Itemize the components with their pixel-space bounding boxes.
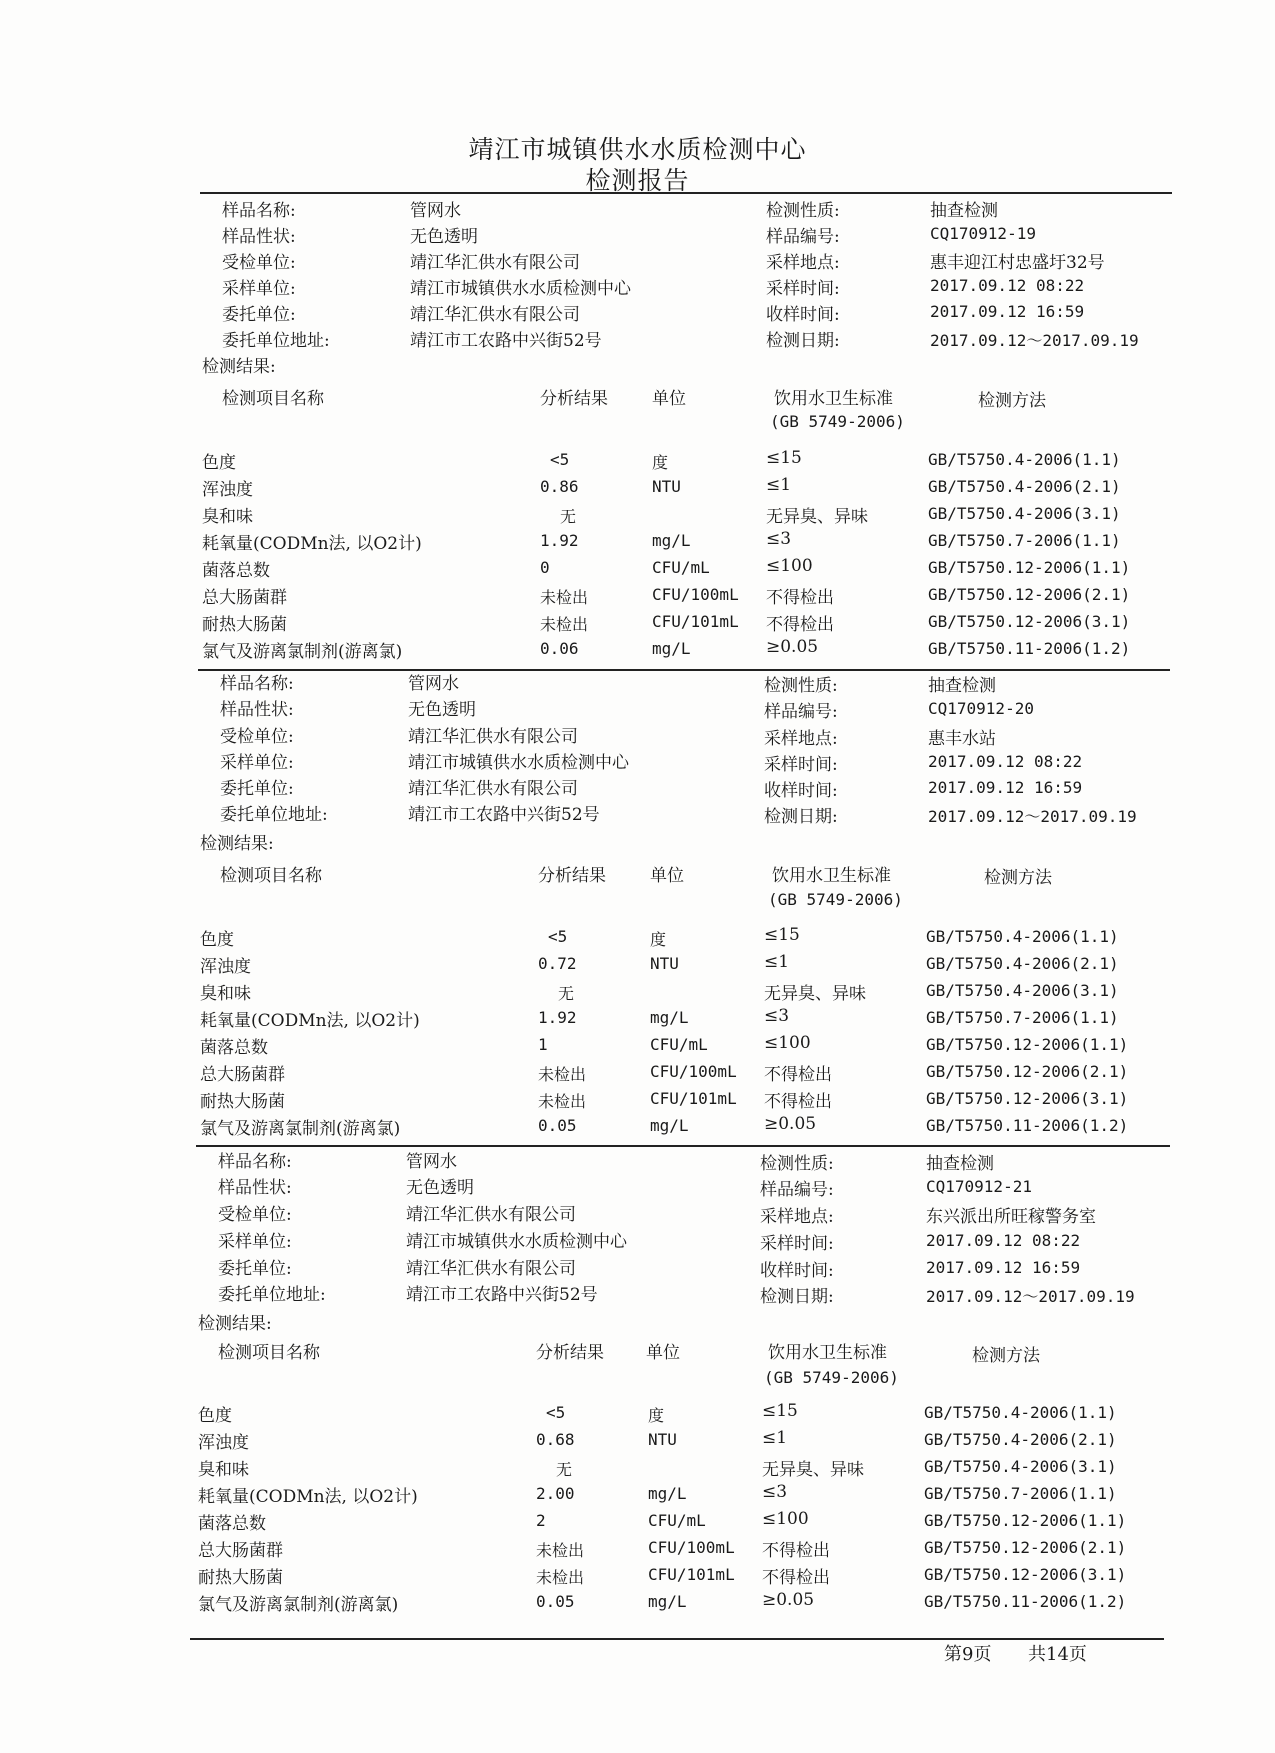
cell-unit: 度 xyxy=(650,930,667,949)
cell-standard: 无异臭、异味 xyxy=(762,1460,864,1480)
cell-result: 0 xyxy=(540,558,550,577)
col-result: 分析结果 xyxy=(538,866,606,886)
label-sample-name: 样品名称: xyxy=(220,674,294,694)
cell-unit: mg/L xyxy=(652,531,691,550)
label-test-date: 检测日期: xyxy=(766,331,840,351)
cell-unit: CFU/101mL xyxy=(648,1565,735,1584)
cell-item: 氯气及游离氯制剂(游离氯) xyxy=(200,1119,401,1139)
sample-no: CQ170912-21 xyxy=(926,1177,1032,1196)
cell-result: 0.72 xyxy=(538,954,577,973)
cell-standard: 不得检出 xyxy=(766,615,834,635)
cell-item: 耗氧量(CODMn法, 以O2计) xyxy=(198,1487,418,1507)
cell-method: GB/T5750.12-2006(2.1) xyxy=(928,585,1131,604)
label-inspected-unit: 受检单位: xyxy=(218,1205,292,1225)
cell-result: <5 xyxy=(550,450,570,469)
cell-standard: ≤15 xyxy=(762,1401,798,1421)
cell-method: GB/T5750.12-2006(3.1) xyxy=(924,1565,1127,1584)
cell-standard: ≥0.05 xyxy=(764,1114,817,1134)
sample-section xyxy=(196,1145,1176,1615)
label-receiving-time: 收样时间: xyxy=(764,781,838,801)
col-standard: 饮用水卫生标准 xyxy=(772,866,891,886)
cell-result: 0.86 xyxy=(540,477,579,496)
client-unit: 靖江华汇供水有限公司 xyxy=(408,779,578,799)
cell-method: GB/T5750.12-2006(2.1) xyxy=(926,1062,1129,1081)
cell-result: 未检出 xyxy=(540,588,589,607)
cell-unit: 度 xyxy=(648,1406,665,1425)
cell-method: GB/T5750.12-2006(1.1) xyxy=(928,558,1131,577)
label-receiving-time: 收样时间: xyxy=(766,305,840,325)
label-sampling-time: 采样时间: xyxy=(764,755,838,775)
cell-result: 0.06 xyxy=(540,639,579,658)
sampling-time: 2017.09.12 08:22 xyxy=(928,752,1083,771)
cell-unit: NTU xyxy=(648,1430,677,1449)
label-sample-no: 样品编号: xyxy=(766,227,840,247)
label-inspected-unit: 受检单位: xyxy=(220,727,294,747)
cell-standard: ≤1 xyxy=(764,952,790,972)
sampling-site: 惠丰迎江村忠盛圩32号 xyxy=(930,253,1105,273)
label-client-address: 委托单位地址: xyxy=(220,805,328,825)
cell-result: 0.05 xyxy=(538,1116,577,1135)
cell-result: 未检出 xyxy=(540,615,589,634)
label-sample-state: 样品性状: xyxy=(220,700,294,720)
cell-item: 臭和味 xyxy=(200,984,251,1004)
cell-unit: 度 xyxy=(652,453,669,472)
cell-item: 耐热大肠菌 xyxy=(198,1568,283,1588)
sampling-unit: 靖江市城镇供水水质检测中心 xyxy=(408,753,629,773)
report-subtitle: 检测报告 xyxy=(585,166,690,195)
label-sample-name: 样品名称: xyxy=(218,1152,292,1172)
label-sample-state: 样品性状: xyxy=(222,227,296,247)
sampling-unit: 靖江市城镇供水水质检测中心 xyxy=(410,279,631,299)
col-standard-code: (GB 5749-2006) xyxy=(764,1368,899,1387)
cell-standard: ≤3 xyxy=(766,529,792,549)
cell-unit: CFU/100mL xyxy=(648,1538,735,1557)
cell-item: 浑浊度 xyxy=(202,480,253,500)
cell-unit: NTU xyxy=(650,954,679,973)
page-total: 共14页 xyxy=(1028,1644,1087,1665)
inspection-type: 抽查检测 xyxy=(926,1154,994,1174)
sample-section xyxy=(200,192,1180,662)
label-client-address: 委托单位地址: xyxy=(222,331,330,351)
cell-item: 耗氧量(CODMn法, 以O2计) xyxy=(200,1011,420,1031)
sampling-time: 2017.09.12 08:22 xyxy=(926,1231,1081,1250)
receiving-time: 2017.09.12 16:59 xyxy=(930,302,1085,321)
cell-item: 总大肠菌群 xyxy=(198,1541,283,1561)
cell-item: 菌落总数 xyxy=(202,561,270,581)
cell-unit: CFU/100mL xyxy=(650,1062,737,1081)
cell-standard: ≤100 xyxy=(762,1509,809,1529)
inspected-unit: 靖江华汇供水有限公司 xyxy=(408,727,578,747)
cell-result: 1.92 xyxy=(540,531,579,550)
cell-unit: CFU/101mL xyxy=(652,612,739,631)
label-sampling-unit: 采样单位: xyxy=(220,753,294,773)
cell-method: GB/T5750.7-2006(1.1) xyxy=(926,1008,1119,1027)
label-sampling-site: 采样地点: xyxy=(764,729,838,749)
label-sample-state: 样品性状: xyxy=(218,1178,292,1198)
cell-standard: ≤15 xyxy=(764,925,800,945)
cell-method: GB/T5750.11-2006(1.2) xyxy=(928,639,1131,658)
cell-unit: mg/L xyxy=(650,1008,689,1027)
col-item: 检测项目名称 xyxy=(220,866,322,886)
client-address: 靖江市工农路中兴街52号 xyxy=(410,331,602,351)
sample-state: 无色透明 xyxy=(408,700,476,720)
cell-item: 总大肠菌群 xyxy=(202,588,287,608)
label-test-date: 检测日期: xyxy=(764,807,838,827)
cell-method: GB/T5750.12-2006(3.1) xyxy=(928,612,1131,631)
sample-section xyxy=(198,669,1178,1139)
cell-standard: 不得检出 xyxy=(766,588,834,608)
cell-unit: CFU/mL xyxy=(652,558,710,577)
cell-item: 菌落总数 xyxy=(200,1038,268,1058)
cell-standard: 无异臭、异味 xyxy=(764,984,866,1004)
cell-result: 2.00 xyxy=(536,1484,575,1503)
receiving-time: 2017.09.12 16:59 xyxy=(926,1258,1081,1277)
label-client-address: 委托单位地址: xyxy=(218,1285,326,1305)
cell-standard: ≤3 xyxy=(764,1006,790,1026)
cell-result: <5 xyxy=(548,927,568,946)
label-sampling-unit: 采样单位: xyxy=(218,1232,292,1252)
sample-no: CQ170912-20 xyxy=(928,699,1034,718)
label-sampling-site: 采样地点: xyxy=(760,1207,834,1227)
cell-unit: NTU xyxy=(652,477,681,496)
col-method: 检测方法 xyxy=(972,1346,1040,1366)
label-inspection-type: 检测性质: xyxy=(760,1154,834,1174)
sample-name: 管网水 xyxy=(410,201,461,221)
cell-unit: mg/L xyxy=(648,1592,687,1611)
cell-standard: 不得检出 xyxy=(762,1541,830,1561)
sample-no: CQ170912-19 xyxy=(930,224,1036,243)
label-sample-name: 样品名称: xyxy=(222,201,296,221)
footer-divider xyxy=(190,1638,1164,1640)
cell-result: 无 xyxy=(558,984,575,1003)
col-standard-code: (GB 5749-2006) xyxy=(770,412,905,431)
col-unit: 单位 xyxy=(646,1343,680,1363)
label-sampling-time: 采样时间: xyxy=(760,1234,834,1254)
cell-standard: ≥0.05 xyxy=(766,637,819,657)
label-test-date: 检测日期: xyxy=(760,1287,834,1307)
cell-item: 浑浊度 xyxy=(200,957,251,977)
cell-item: 氯气及游离氯制剂(游离氯) xyxy=(198,1595,399,1615)
cell-standard: ≤3 xyxy=(762,1482,788,1502)
col-method: 检测方法 xyxy=(984,868,1052,888)
cell-result: 1.92 xyxy=(538,1008,577,1027)
col-standard: 饮用水卫生标准 xyxy=(774,389,893,409)
cell-result: 0.68 xyxy=(536,1430,575,1449)
inspected-unit: 靖江华汇供水有限公司 xyxy=(406,1205,576,1225)
client-unit: 靖江华汇供水有限公司 xyxy=(406,1259,576,1279)
label-sampling-time: 采样时间: xyxy=(766,279,840,299)
label-sample-no: 样品编号: xyxy=(764,702,838,722)
test-date: 2017.09.12～2017.09.19 xyxy=(926,1287,1135,1306)
label-results: 检测结果: xyxy=(202,357,276,377)
label-client-unit: 委托单位: xyxy=(220,779,294,799)
cell-unit: CFU/mL xyxy=(648,1511,706,1530)
cell-unit: CFU/100mL xyxy=(652,585,739,604)
cell-result: 无 xyxy=(556,1460,573,1479)
cell-result: 无 xyxy=(560,507,577,526)
cell-item: 色度 xyxy=(202,453,236,473)
label-sampling-unit: 采样单位: xyxy=(222,279,296,299)
cell-method: GB/T5750.4-2006(2.1) xyxy=(928,477,1121,496)
cell-item: 耐热大肠菌 xyxy=(200,1092,285,1112)
col-unit: 单位 xyxy=(650,866,684,886)
inspection-type: 抽查检测 xyxy=(930,201,998,221)
label-client-unit: 委托单位: xyxy=(218,1259,292,1279)
col-standard: 饮用水卫生标准 xyxy=(768,1343,887,1363)
cell-item: 总大肠菌群 xyxy=(200,1065,285,1085)
cell-unit: mg/L xyxy=(648,1484,687,1503)
cell-standard: 不得检出 xyxy=(764,1092,832,1112)
sample-state: 无色透明 xyxy=(406,1178,474,1198)
cell-method: GB/T5750.4-2006(1.1) xyxy=(928,450,1121,469)
cell-unit: CFU/mL xyxy=(650,1035,708,1054)
label-inspection-type: 检测性质: xyxy=(764,676,838,696)
label-client-unit: 委托单位: xyxy=(222,305,296,325)
label-results: 检测结果: xyxy=(198,1314,272,1334)
sample-name: 管网水 xyxy=(406,1152,457,1172)
label-sampling-site: 采样地点: xyxy=(766,253,840,273)
cell-method: GB/T5750.4-2006(2.1) xyxy=(924,1430,1117,1449)
cell-standard: 不得检出 xyxy=(762,1568,830,1588)
col-item: 检测项目名称 xyxy=(218,1343,320,1363)
inspection-type: 抽查检测 xyxy=(928,676,996,696)
cell-method: GB/T5750.4-2006(3.1) xyxy=(926,981,1119,1000)
cell-result: 0.05 xyxy=(536,1592,575,1611)
sampling-unit: 靖江市城镇供水水质检测中心 xyxy=(406,1232,627,1252)
cell-result: 未检出 xyxy=(536,1568,585,1587)
cell-result: 1 xyxy=(538,1035,548,1054)
cell-item: 浑浊度 xyxy=(198,1433,249,1453)
sampling-time: 2017.09.12 08:22 xyxy=(930,276,1085,295)
cell-standard: ≤15 xyxy=(766,448,802,468)
cell-item: 色度 xyxy=(198,1406,232,1426)
cell-standard: ≤1 xyxy=(766,475,792,495)
cell-method: GB/T5750.4-2006(2.1) xyxy=(926,954,1119,973)
inspected-unit: 靖江华汇供水有限公司 xyxy=(410,253,580,273)
cell-method: GB/T5750.4-2006(1.1) xyxy=(926,927,1119,946)
cell-standard: 无异臭、异味 xyxy=(766,507,868,527)
col-result: 分析结果 xyxy=(536,1343,604,1363)
cell-unit: mg/L xyxy=(652,639,691,658)
cell-result: 未检出 xyxy=(538,1092,587,1111)
label-sample-no: 样品编号: xyxy=(760,1180,834,1200)
page-number: 第9页 xyxy=(944,1644,992,1665)
client-address: 靖江市工农路中兴街52号 xyxy=(406,1285,598,1305)
cell-method: GB/T5750.4-2006(3.1) xyxy=(928,504,1121,523)
cell-method: GB/T5750.7-2006(1.1) xyxy=(928,531,1121,550)
cell-item: 臭和味 xyxy=(202,507,253,527)
label-inspected-unit: 受检单位: xyxy=(222,253,296,273)
cell-result: 未检出 xyxy=(538,1065,587,1084)
cell-result: <5 xyxy=(546,1403,566,1422)
cell-result: 2 xyxy=(536,1511,546,1530)
cell-method: GB/T5750.12-2006(1.1) xyxy=(926,1035,1129,1054)
sampling-site: 惠丰水站 xyxy=(928,729,996,749)
test-date: 2017.09.12～2017.09.19 xyxy=(928,807,1137,826)
cell-method: GB/T5750.4-2006(3.1) xyxy=(924,1457,1117,1476)
client-address: 靖江市工农路中兴街52号 xyxy=(408,805,600,825)
col-method: 检测方法 xyxy=(978,391,1046,411)
client-unit: 靖江华汇供水有限公司 xyxy=(410,305,580,325)
cell-item: 耗氧量(CODMn法, 以O2计) xyxy=(202,534,422,554)
col-standard-code: (GB 5749-2006) xyxy=(768,890,903,909)
label-receiving-time: 收样时间: xyxy=(760,1261,834,1281)
cell-standard: ≤100 xyxy=(766,556,813,576)
cell-standard: 不得检出 xyxy=(764,1065,832,1085)
cell-item: 菌落总数 xyxy=(198,1514,266,1534)
cell-item: 耐热大肠菌 xyxy=(202,615,287,635)
cell-item: 氯气及游离氯制剂(游离氯) xyxy=(202,642,403,662)
cell-method: GB/T5750.12-2006(1.1) xyxy=(924,1511,1127,1530)
cell-method: GB/T5750.12-2006(2.1) xyxy=(924,1538,1127,1557)
col-unit: 单位 xyxy=(652,389,686,409)
label-inspection-type: 检测性质: xyxy=(766,201,840,221)
sampling-site: 东兴派出所旺稼警务室 xyxy=(926,1207,1096,1227)
sample-name: 管网水 xyxy=(408,674,459,694)
test-date: 2017.09.12～2017.09.19 xyxy=(930,331,1139,350)
report-title: 靖江市城镇供水水质检测中心 xyxy=(468,135,807,164)
receiving-time: 2017.09.12 16:59 xyxy=(928,778,1083,797)
sample-state: 无色透明 xyxy=(410,227,478,247)
cell-item: 色度 xyxy=(200,930,234,950)
cell-unit: mg/L xyxy=(650,1116,689,1135)
cell-method: GB/T5750.12-2006(3.1) xyxy=(926,1089,1129,1108)
col-item: 检测项目名称 xyxy=(222,389,324,409)
cell-item: 臭和味 xyxy=(198,1460,249,1480)
cell-method: GB/T5750.7-2006(1.1) xyxy=(924,1484,1117,1503)
cell-unit: CFU/101mL xyxy=(650,1089,737,1108)
cell-method: GB/T5750.4-2006(1.1) xyxy=(924,1403,1117,1422)
cell-standard: ≤1 xyxy=(762,1428,788,1448)
col-result: 分析结果 xyxy=(540,389,608,409)
cell-method: GB/T5750.11-2006(1.2) xyxy=(926,1116,1129,1135)
cell-standard: ≥0.05 xyxy=(762,1590,815,1610)
cell-result: 未检出 xyxy=(536,1541,585,1560)
cell-method: GB/T5750.11-2006(1.2) xyxy=(924,1592,1127,1611)
label-results: 检测结果: xyxy=(200,834,274,854)
cell-standard: ≤100 xyxy=(764,1033,811,1053)
